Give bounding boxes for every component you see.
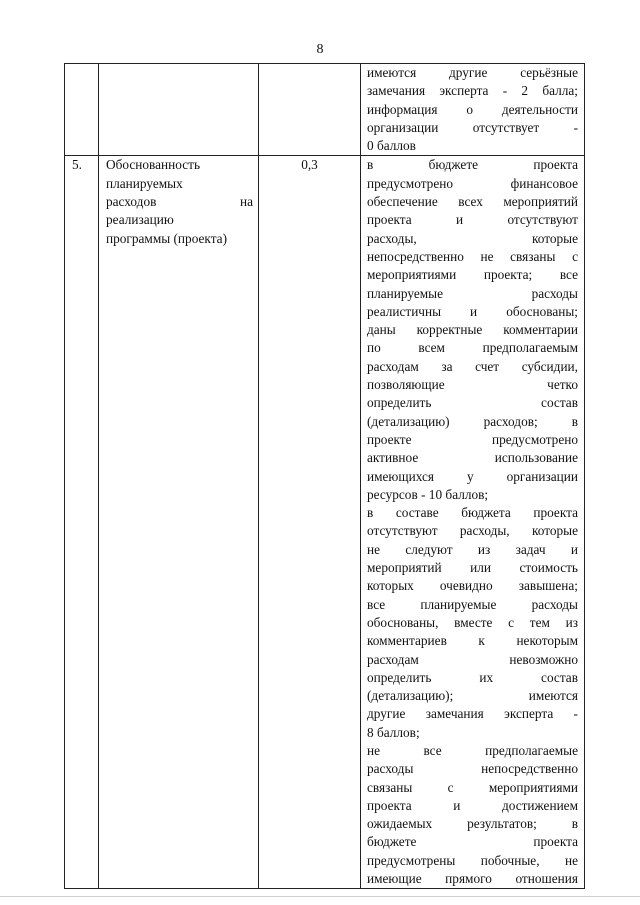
text-line: обеспечение всех мероприятий <box>367 194 578 210</box>
text-line: предусмотрено финансовое <box>367 175 578 191</box>
text-line: программы (проекта) <box>106 230 227 246</box>
text-line: предусмотрены побочные, не <box>367 852 578 868</box>
criterion-name <box>99 156 259 889</box>
text-line: (детализацию) расходов; в <box>367 413 578 429</box>
text-line: позволяющие четко <box>367 377 578 393</box>
text-line: организации отсутствует - <box>367 119 578 135</box>
text-line: мероприятиями проекта; все <box>367 267 578 283</box>
text-line: 0 баллов <box>367 138 416 154</box>
text-line: расходов на <box>106 194 253 210</box>
text-line: определить их состав <box>367 669 578 685</box>
text-line: которых очевидно завышена; <box>367 578 578 594</box>
text-line: расходы, которые <box>367 230 578 246</box>
text-line: реализацию <box>106 212 174 228</box>
text-line: расходы непосредственно <box>367 761 578 777</box>
text-line: даны корректные комментарии <box>367 322 578 338</box>
cell-weight-empty <box>259 64 361 156</box>
cell-description-continued <box>361 64 585 156</box>
page-bottom-edge <box>0 896 640 897</box>
text-line: информация о деятельности <box>367 101 578 117</box>
text-line: непосредственно не связаны с <box>367 248 578 264</box>
criterion-weight: 0,3 <box>259 156 361 889</box>
text-line: связаны с мероприятиями <box>367 779 578 795</box>
text-line: расходам невозможно <box>367 651 578 667</box>
text-line: комментариев к некоторым <box>367 633 578 649</box>
criterion-number: 5. <box>65 156 99 889</box>
text-line: планируемые расходы <box>367 285 578 301</box>
criteria-table <box>64 63 585 889</box>
text-line: все планируемые расходы <box>367 596 578 612</box>
text-line: Обоснованность <box>106 157 201 173</box>
table-row-continued <box>65 64 585 156</box>
text-line: ресурсов - 10 баллов; <box>367 486 489 502</box>
text-line: замечания эксперта - 2 балла; <box>367 83 578 99</box>
criterion-description <box>361 156 585 889</box>
text-line: проекта и отсутствуют <box>367 212 578 228</box>
text-line: в составе бюджета проекта <box>367 505 578 521</box>
text-line: проекте предусмотрено <box>367 431 578 447</box>
text-line: имеющихся у организации <box>367 468 578 484</box>
text-line: активное использование <box>367 450 578 466</box>
text-line: расходам за счет субсидии, <box>367 358 578 374</box>
text-line: определить состав <box>367 395 578 411</box>
text-line: в бюджете проекта <box>367 157 578 173</box>
text-line: другие замечания эксперта - <box>367 706 578 722</box>
cell-name-empty <box>99 64 259 156</box>
text-line: имеющие прямого отношения <box>367 871 578 887</box>
table-row-5 <box>65 156 585 889</box>
text-line: не все предполагаемые <box>367 742 578 758</box>
text-line: (детализацию); имеются <box>367 688 578 704</box>
text-line: проекта и достижением <box>367 797 578 813</box>
text-line: мероприятий или стоимость <box>367 560 578 576</box>
page-number: 8 <box>316 42 324 57</box>
text-line: имеются другие серьёзные <box>367 65 578 80</box>
text-line: по всем предполагаемым <box>367 340 578 356</box>
cell-number-empty <box>65 64 99 156</box>
text-line: обоснованы, вместе с тем из <box>367 614 578 630</box>
text-line: не следуют из задач и <box>367 541 578 557</box>
text-line: реалистичны и обоснованы; <box>367 303 578 319</box>
text-line: бюджете проекта <box>367 834 578 850</box>
text-line: планируемых <box>106 175 183 191</box>
text-line: ожидаемых результатов; в <box>367 816 578 832</box>
text-line: 8 баллов; <box>367 724 420 740</box>
text-line: отсутствуют расходы, которые <box>367 523 578 539</box>
